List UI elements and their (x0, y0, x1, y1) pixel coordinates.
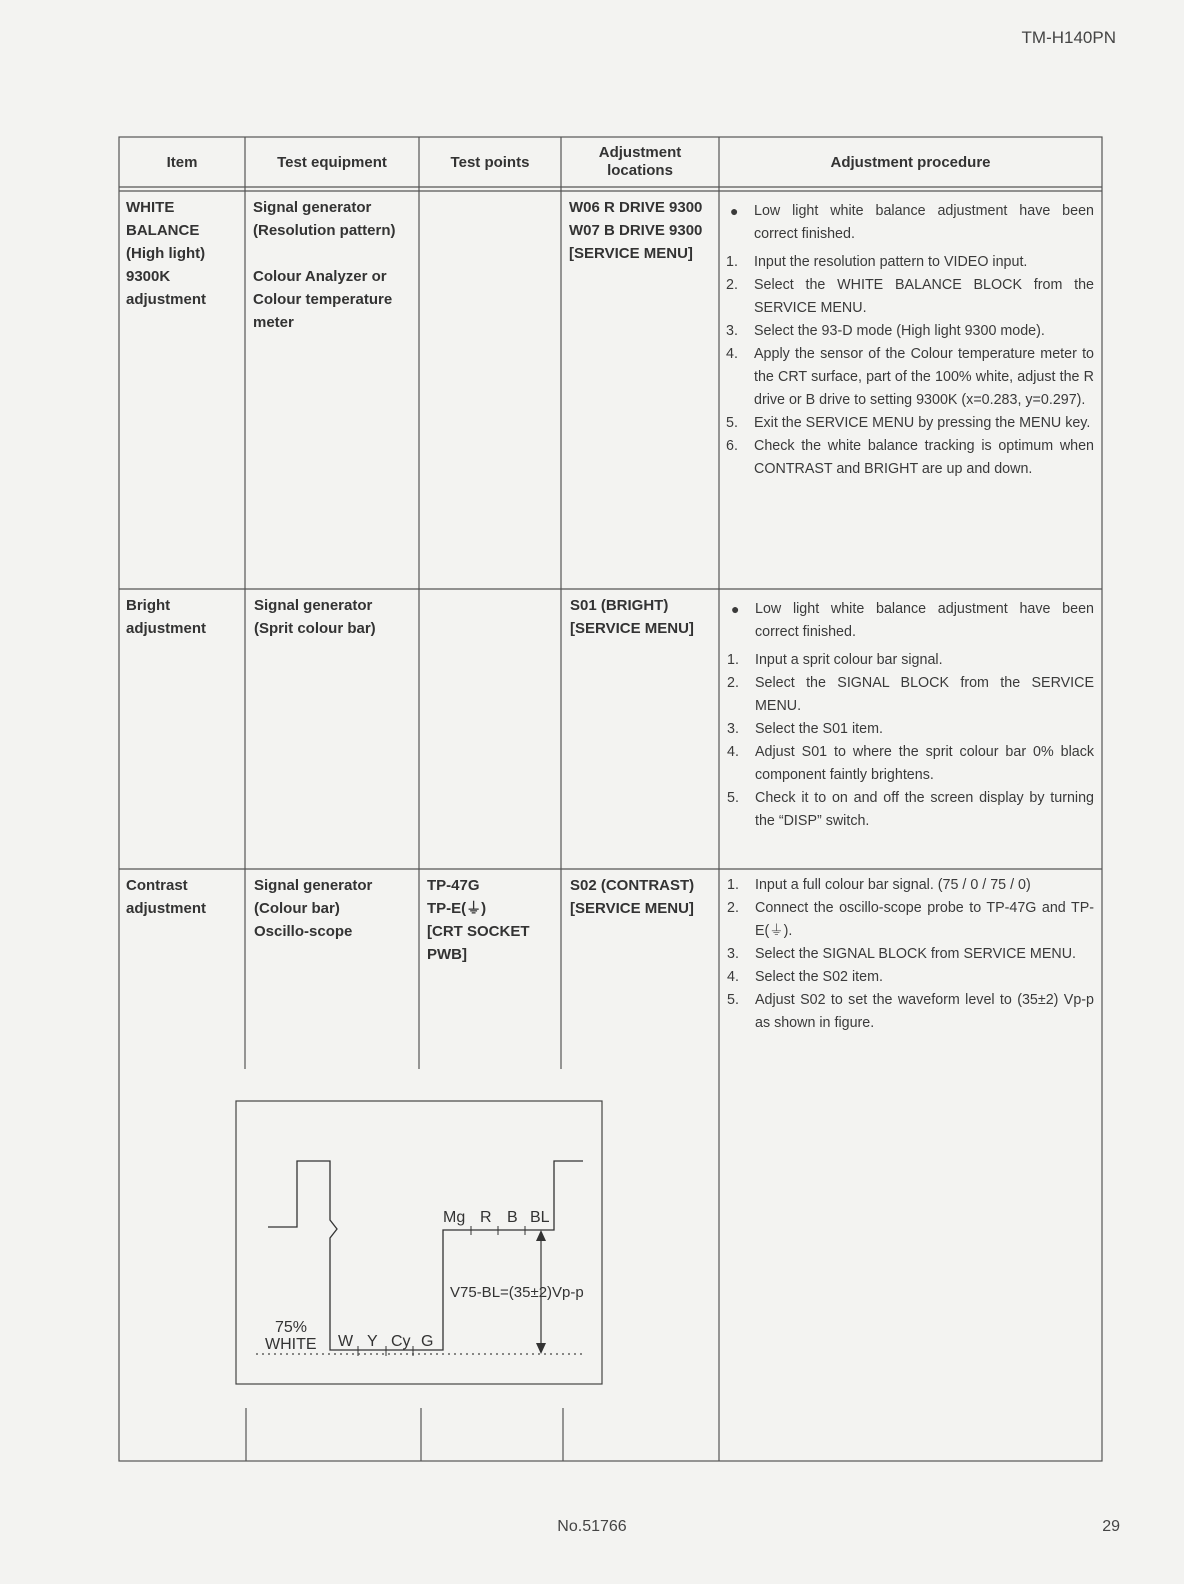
label-r: R (480, 1209, 492, 1226)
label-bl: BL (530, 1209, 550, 1226)
label-voltage: V75-BL=(35±2)Vp-p (450, 1284, 584, 1301)
row2-equipment: Signal generator (Sprit colour bar) (254, 597, 376, 637)
waveform-trace (268, 1161, 583, 1350)
column-header-item: Item (166, 153, 198, 171)
row2-step: 2. Select the SIGNAL BLOCK from the SERVICE MENU. (727, 675, 1094, 714)
label-75-percent: 75% (275, 1319, 308, 1336)
column-header-test-points: Test points (450, 153, 530, 171)
row3-step: 2. Connect the oscillo-scope probe to TP-47G and TP-E(⏚). (727, 900, 1094, 939)
label-y: Y (367, 1333, 378, 1350)
document-number: No.51766 (557, 1518, 627, 1535)
row3-item: Contrast adjustment (126, 877, 207, 917)
row1-step: 5. Exit the SERVICE MENU by pressing the MENU key. (726, 415, 1091, 431)
label-b: B (507, 1209, 518, 1226)
label-g: G (421, 1333, 434, 1350)
column-header-adjustment-locations: Adjustment locations (598, 144, 682, 179)
row1-step: 1. Input the resolution pattern to VIDEO input. (726, 254, 1028, 270)
row2-step: 4. Adjust S01 to where the sprit colour bar 0% black component faintly brightens. (727, 744, 1094, 783)
row3-equipment: Signal generator (Colour bar) Oscillo-scope (254, 877, 373, 940)
row1-step: 3. Select the 93-D mode (High light 9300 mode). (726, 323, 1045, 339)
row3-step: 1. Input a full colour bar signal. (75 / 0 / 75 / 0) (727, 877, 1031, 893)
row2-item: Bright adjustment (126, 597, 207, 637)
label-mg: Mg (443, 1209, 466, 1226)
label-white: WHITE (265, 1336, 317, 1353)
row3-step: 4. Select the S02 item. (727, 969, 883, 985)
row3-step: 3. Select the SIGNAL BLOCK from SERVICE MENU. (727, 946, 1076, 962)
row1-step: 2. Select the WHITE BALANCE BLOCK from the SERVICE MENU. (726, 277, 1094, 316)
column-header-adjustment-procedure: Adjustment procedure (830, 153, 991, 171)
row3-step: 5. Adjust S02 to set the waveform level to (35±2) Vp-p as shown in figure. (727, 992, 1094, 1031)
label-cy: Cy (391, 1333, 411, 1350)
row1-precondition: ● Low light white balance adjustment have been correct finished. (730, 203, 1094, 242)
row2-precondition: ● Low light white balance adjustment have been correct finished. (731, 601, 1094, 640)
row1-item: WHITE BALANCE (High light) 9300K adjustment (126, 199, 207, 308)
column-header-test-equipment: Test equipment (277, 153, 387, 171)
row3-test-points: TP-47G TP-E(⏚) [CRT SOCKET PWB] (427, 877, 530, 963)
label-w: W (338, 1333, 354, 1350)
page-number: 29 (1102, 1518, 1120, 1535)
model-number: TM-H140PN (1021, 28, 1116, 47)
row2-step: 5. Check it to on and off the screen display by turning the “DISP” switch. (727, 790, 1094, 829)
row2-locations: S01 (BRIGHT) [SERVICE MENU] (570, 597, 694, 637)
row1-step: 4. Apply the sensor of the Colour temperature meter to the CRT surface, part of the 100% white, adjust the R drive or B drive to setting 9300K (x=0.283, y=0.297). (726, 346, 1094, 408)
row1-equipment: Signal generator (Resolution pattern) Colour Analyzer or Colour temperature meter (253, 199, 396, 331)
row2-step: 3. Select the S01 item. (727, 721, 883, 737)
row1-locations: W06 R DRIVE 9300 W07 B DRIVE 9300 [SERVICE MENU] (569, 199, 703, 262)
row2-step: 1. Input a sprit colour bar signal. (727, 652, 943, 668)
row1-step: 6. Check the white balance tracking is optimum when CONTRAST and BRIGHT are up and down. (726, 438, 1094, 477)
row3-locations: S02 (CONTRAST) [SERVICE MENU] (570, 877, 695, 917)
